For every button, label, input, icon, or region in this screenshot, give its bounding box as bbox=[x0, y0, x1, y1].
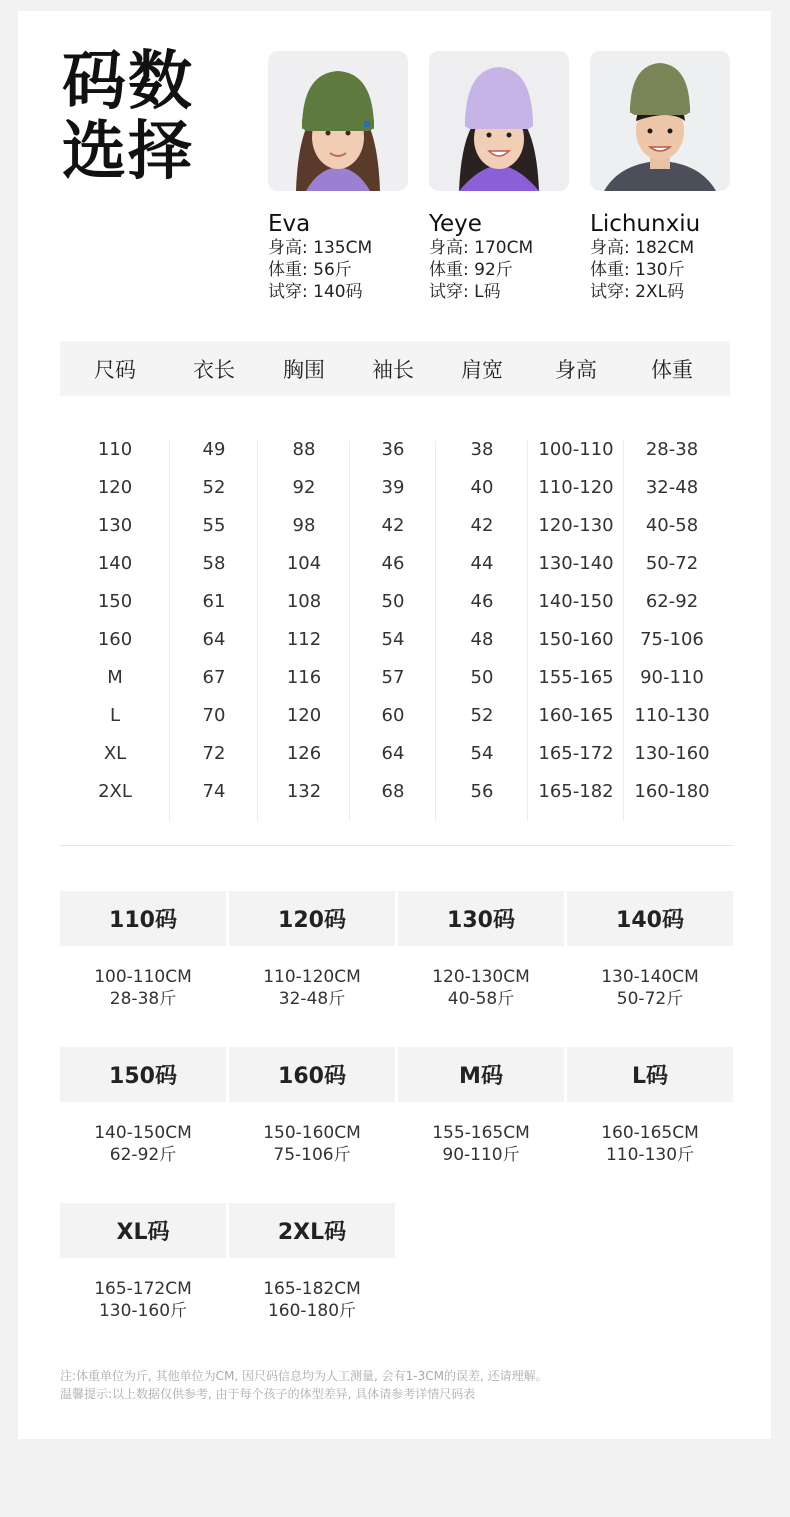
size-card-label: L码 bbox=[567, 1047, 733, 1102]
column-header: 尺码 bbox=[94, 357, 136, 382]
table-cell: 120 bbox=[286, 705, 322, 726]
size-card-weight: 75-106斤 bbox=[273, 1145, 351, 1165]
size-card bbox=[229, 891, 395, 1047]
size-card bbox=[229, 1047, 395, 1203]
size-card-height: 165-172CM bbox=[94, 1279, 192, 1299]
table-cell: 140 bbox=[97, 553, 133, 574]
column-header: 衣长 bbox=[193, 357, 235, 382]
table-cell: 110-120 bbox=[538, 477, 614, 498]
table-cell: 160 bbox=[97, 629, 133, 650]
title-line-2: 选择 bbox=[62, 115, 194, 189]
size-card bbox=[567, 1047, 733, 1203]
section-divider bbox=[60, 845, 734, 846]
size-card-body bbox=[60, 966, 226, 1010]
table-column bbox=[624, 431, 720, 811]
size-card-height: 110-120CM bbox=[263, 967, 361, 987]
table-cell: 120 bbox=[97, 477, 133, 498]
table-cell: 100-110 bbox=[538, 439, 614, 460]
model-photo-lichunxiu bbox=[590, 51, 730, 191]
table-cell: 60 bbox=[381, 705, 405, 726]
size-card-body bbox=[398, 1122, 564, 1166]
table-cell: 42 bbox=[381, 515, 405, 536]
table-cell: 52 bbox=[470, 705, 494, 726]
table-cell: 46 bbox=[381, 553, 405, 574]
table-cell: L bbox=[109, 705, 121, 726]
table-cell: 110-130 bbox=[634, 705, 710, 726]
size-card-height: 155-165CM bbox=[432, 1123, 530, 1143]
table-cell: 120-130 bbox=[538, 515, 614, 536]
table-cell: 165-182 bbox=[538, 781, 614, 802]
table-cell: 44 bbox=[470, 553, 494, 574]
size-card-label: M码 bbox=[398, 1047, 564, 1102]
size-card-label: 2XL码 bbox=[229, 1203, 395, 1258]
table-column bbox=[258, 431, 350, 811]
table-cell: XL bbox=[103, 743, 127, 764]
table-cell: 28-38 bbox=[645, 439, 699, 460]
table-cell: 116 bbox=[286, 667, 322, 688]
model-tried-size: 试穿: 140码 bbox=[268, 282, 363, 302]
size-card-body bbox=[398, 966, 564, 1010]
table-column bbox=[60, 431, 170, 811]
size-card bbox=[398, 1047, 564, 1203]
notes bbox=[60, 1367, 740, 1403]
table-column bbox=[528, 431, 624, 811]
table-cell: 72 bbox=[202, 743, 226, 764]
size-guide-card bbox=[18, 11, 771, 1439]
table-cell: 90-110 bbox=[640, 667, 704, 688]
table-column bbox=[436, 431, 528, 811]
table-cell: 150 bbox=[97, 591, 133, 612]
size-card-label: 160码 bbox=[229, 1047, 395, 1102]
table-cell: 88 bbox=[292, 439, 316, 460]
size-card-weight: 160-180斤 bbox=[267, 1301, 357, 1321]
table-cell: 92 bbox=[292, 477, 316, 498]
table-cell: 64 bbox=[202, 629, 226, 650]
size-card-weight: 90-110斤 bbox=[442, 1145, 520, 1165]
size-card-weight: 130-160斤 bbox=[98, 1301, 188, 1321]
size-card-weight: 40-58斤 bbox=[447, 989, 515, 1009]
table-cell: 32-48 bbox=[645, 477, 699, 498]
table-cell: 75-106 bbox=[640, 629, 704, 650]
model-illustration bbox=[429, 51, 569, 191]
table-cell: 42 bbox=[470, 515, 494, 536]
size-card-body bbox=[567, 1122, 733, 1166]
table-cell: 40-58 bbox=[645, 515, 699, 536]
size-card bbox=[60, 1203, 226, 1359]
table-cell: 130-140 bbox=[538, 553, 614, 574]
table-cell: 67 bbox=[202, 667, 226, 688]
model-illustration bbox=[268, 51, 408, 191]
table-cell: 130-160 bbox=[634, 743, 710, 764]
size-card-label: 140码 bbox=[567, 891, 733, 946]
note-units: 注:体重单位为斤, 其他单位为CM, 因尺码信息均为人工测量, 会有1-3CM的误差, 还请理解。 bbox=[60, 1369, 548, 1383]
size-card-body bbox=[60, 1278, 226, 1322]
size-table-header bbox=[60, 341, 730, 396]
size-card-body bbox=[567, 966, 733, 1010]
table-cell: 112 bbox=[286, 629, 322, 650]
size-card-label: 110码 bbox=[60, 891, 226, 946]
table-cell: 62-92 bbox=[645, 591, 699, 612]
column-header: 肩宽 bbox=[461, 357, 503, 382]
table-column bbox=[350, 431, 436, 811]
size-card-height: 140-150CM bbox=[94, 1123, 192, 1143]
size-card-height: 165-182CM bbox=[263, 1279, 361, 1299]
model-height: 身高: 182CM bbox=[590, 238, 695, 258]
column-header: 身高 bbox=[555, 357, 597, 382]
table-cell: 64 bbox=[381, 743, 405, 764]
model-card-lichunxiu bbox=[590, 51, 730, 303]
model-tried-size: 试穿: 2XL码 bbox=[590, 282, 685, 302]
model-weight: 体重: 56斤 bbox=[268, 260, 352, 280]
size-card-grid bbox=[60, 891, 732, 1359]
size-table-body bbox=[60, 431, 730, 811]
model-illustration bbox=[590, 51, 730, 191]
column-header: 体重 bbox=[651, 357, 693, 382]
size-card-label: 120码 bbox=[229, 891, 395, 946]
size-card bbox=[60, 1047, 226, 1203]
size-card-body bbox=[229, 1278, 395, 1322]
size-card-height: 150-160CM bbox=[263, 1123, 361, 1143]
table-cell: 130 bbox=[97, 515, 133, 536]
table-cell: 54 bbox=[470, 743, 494, 764]
table-cell: 36 bbox=[381, 439, 405, 460]
size-card-label: 130码 bbox=[398, 891, 564, 946]
table-cell: 48 bbox=[470, 629, 494, 650]
table-cell: 57 bbox=[381, 667, 405, 688]
model-name: Lichunxiu bbox=[590, 211, 701, 237]
table-cell: 110 bbox=[97, 439, 133, 460]
column-header: 胸围 bbox=[283, 357, 325, 382]
size-card-body bbox=[229, 1122, 395, 1166]
table-cell: 38 bbox=[470, 439, 494, 460]
size-card bbox=[398, 891, 564, 1047]
table-cell: 140-150 bbox=[538, 591, 614, 612]
size-card-weight: 32-48斤 bbox=[278, 989, 346, 1009]
table-cell: 56 bbox=[470, 781, 494, 802]
size-card-height: 130-140CM bbox=[601, 967, 699, 987]
table-cell: 61 bbox=[202, 591, 226, 612]
size-card-label: XL码 bbox=[60, 1203, 226, 1258]
table-cell: 132 bbox=[286, 781, 322, 802]
model-card-yeye bbox=[429, 51, 569, 303]
model-photo-eva bbox=[268, 51, 408, 191]
table-cell: 74 bbox=[202, 781, 226, 802]
size-card bbox=[567, 891, 733, 1047]
table-cell: 58 bbox=[202, 553, 226, 574]
title-line-1: 码数 bbox=[62, 45, 194, 119]
size-card bbox=[229, 1203, 395, 1359]
model-height: 身高: 135CM bbox=[268, 238, 373, 258]
model-name: Eva bbox=[268, 211, 311, 237]
model-card-eva bbox=[268, 51, 408, 303]
size-card-weight: 62-92斤 bbox=[109, 1145, 177, 1165]
size-card-body bbox=[60, 1122, 226, 1166]
table-cell: 49 bbox=[202, 439, 226, 460]
table-cell: M bbox=[107, 667, 123, 688]
table-cell: 46 bbox=[470, 591, 494, 612]
note-reference: 温馨提示:以上数据仅供参考, 由于每个孩子的体型差异, 具体请参考详情尺码表 bbox=[60, 1387, 476, 1401]
table-cell: 50 bbox=[381, 591, 405, 612]
size-card-label: 150码 bbox=[60, 1047, 226, 1102]
model-name: Yeye bbox=[429, 211, 482, 237]
column-header: 袖长 bbox=[372, 357, 414, 382]
size-card-height: 160-165CM bbox=[601, 1123, 699, 1143]
table-cell: 50 bbox=[470, 667, 494, 688]
size-card bbox=[60, 891, 226, 1047]
size-card-body bbox=[229, 966, 395, 1010]
table-cell: 160-165 bbox=[538, 705, 614, 726]
table-cell: 126 bbox=[286, 743, 322, 764]
model-tried-size: 试穿: L码 bbox=[429, 282, 501, 302]
model-weight: 体重: 130斤 bbox=[590, 260, 685, 280]
table-cell: 50-72 bbox=[645, 553, 699, 574]
table-cell: 55 bbox=[202, 515, 226, 536]
size-card-weight: 28-38斤 bbox=[109, 989, 177, 1009]
table-cell: 68 bbox=[381, 781, 405, 802]
size-card-height: 100-110CM bbox=[94, 967, 192, 987]
table-cell: 165-172 bbox=[538, 743, 614, 764]
table-cell: 40 bbox=[470, 477, 494, 498]
table-cell: 150-160 bbox=[538, 629, 614, 650]
table-column bbox=[170, 431, 258, 811]
model-weight: 体重: 92斤 bbox=[429, 260, 513, 280]
page-title bbox=[62, 47, 222, 187]
table-cell: 160-180 bbox=[634, 781, 710, 802]
model-height: 身高: 170CM bbox=[429, 238, 534, 258]
table-cell: 54 bbox=[381, 629, 405, 650]
table-cell: 2XL bbox=[98, 781, 132, 802]
size-card-height: 120-130CM bbox=[432, 967, 530, 987]
table-cell: 108 bbox=[286, 591, 322, 612]
size-card-weight: 110-130斤 bbox=[605, 1145, 695, 1165]
table-cell: 70 bbox=[202, 705, 226, 726]
table-cell: 98 bbox=[292, 515, 316, 536]
table-cell: 52 bbox=[202, 477, 226, 498]
table-cell: 104 bbox=[286, 553, 322, 574]
table-cell: 155-165 bbox=[538, 667, 614, 688]
model-photo-yeye bbox=[429, 51, 569, 191]
table-cell: 39 bbox=[381, 477, 405, 498]
size-card-weight: 50-72斤 bbox=[616, 989, 684, 1009]
